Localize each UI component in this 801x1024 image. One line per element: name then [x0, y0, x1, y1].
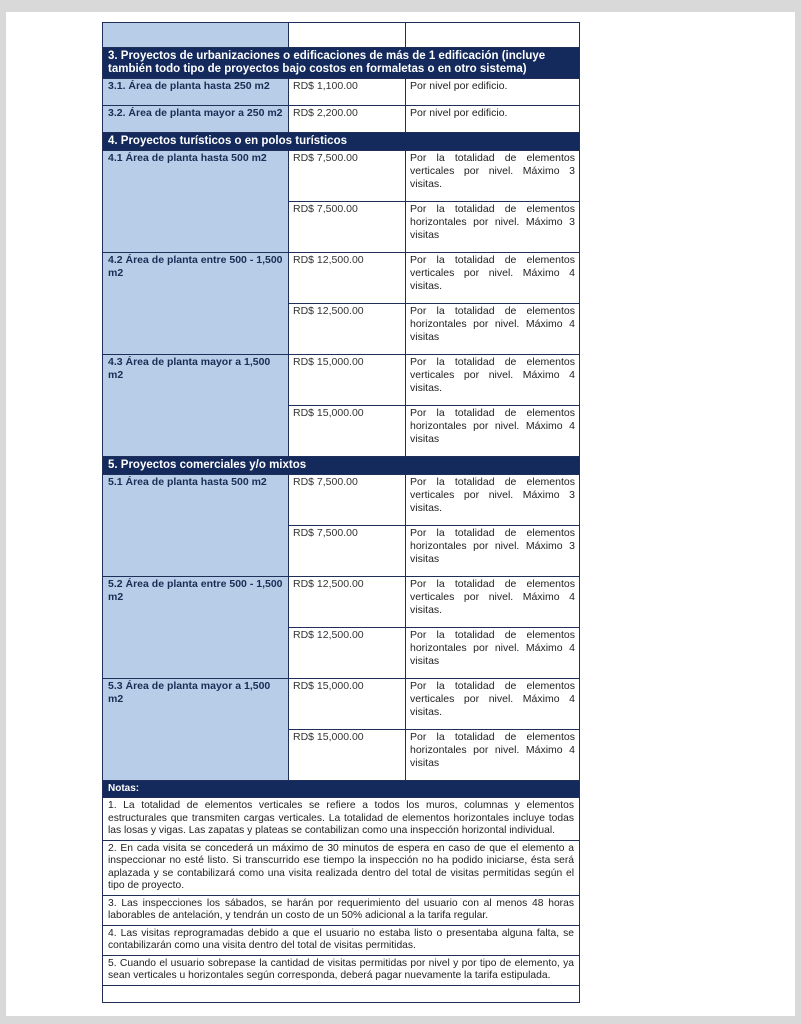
area-label: 3.2. Área de planta mayor a 250 m2 [103, 106, 289, 133]
note-row [103, 955, 580, 985]
note-row [103, 925, 580, 955]
table-end-row [103, 985, 580, 1002]
table-row [103, 355, 580, 406]
note-row [103, 840, 580, 895]
description-cell: Por la totalidad de elementos verticales por nivel. Máximo 3 visitas. [406, 151, 580, 202]
section-title: 5. Proyectos comerciales y/o mixtos [103, 457, 580, 475]
section-header [103, 457, 580, 475]
description-cell: Por la totalidad de elementos verticales por nivel. Máximo 4 visitas. [406, 577, 580, 628]
description-cell: Por la totalidad de elementos horizontales por nivel. Máximo 4 visitas [406, 628, 580, 679]
description-cell [406, 23, 580, 48]
section-header [103, 133, 580, 151]
description-cell: Por la totalidad de elementos verticales por nivel. Máximo 3 visitas. [406, 475, 580, 526]
description-cell: Por la totalidad de elementos horizontales por nivel. Máximo 4 visitas [406, 304, 580, 355]
table-row [103, 23, 580, 48]
price-cell: RD$ 15,000.00 [289, 679, 406, 730]
price-cell: RD$ 12,500.00 [289, 628, 406, 679]
table-row [103, 253, 580, 304]
fee-table-body [103, 23, 580, 1003]
note-row [103, 895, 580, 925]
price-cell: RD$ 15,000.00 [289, 730, 406, 781]
area-label: 4.1 Área de planta hasta 500 m2 [103, 151, 289, 253]
area-label: 3.1. Área de planta hasta 250 m2 [103, 79, 289, 106]
area-label: 5.2 Área de planta entre 500 - 1,500 m2 [103, 577, 289, 679]
area-label: 4.2 Área de planta entre 500 - 1,500 m2 [103, 253, 289, 355]
section-title: 4. Proyectos turísticos o en polos turísticos [103, 133, 580, 151]
table-end-cell [103, 985, 580, 1002]
notes-title: Notas: [103, 781, 580, 798]
table-row [103, 79, 580, 106]
price-cell: RD$ 7,500.00 [289, 526, 406, 577]
document-page [6, 12, 795, 1016]
area-label: 5.1 Área de planta hasta 500 m2 [103, 475, 289, 577]
note-text: 5. Cuando el usuario sobrepase la cantidad de visitas permitidas por nivel y por tipo de elemento, ya sean verticales u horizontales según corresponda, deberá pagar nuevamente la tarifa estipulada. [103, 955, 580, 985]
section-title: 3. Proyectos de urbanizaciones o edificaciones de más de 1 edificación (incluye también todo tipo de proyectos bajo costos en formaletas o en otro sistema) [103, 48, 580, 79]
note-row [103, 798, 580, 841]
area-label: 5.3 Área de planta mayor a 1,500 m2 [103, 679, 289, 781]
price-cell [289, 23, 406, 48]
description-cell: Por la totalidad de elementos verticales por nivel. Máximo 4 visitas. [406, 253, 580, 304]
area-label: 4.3 Área de planta mayor a 1,500 m2 [103, 355, 289, 457]
description-cell: Por la totalidad de elementos verticales por nivel. Máximo 4 visitas. [406, 355, 580, 406]
table-row [103, 577, 580, 628]
price-cell: RD$ 7,500.00 [289, 151, 406, 202]
table-row [103, 106, 580, 133]
section-header [103, 48, 580, 79]
price-cell: RD$ 7,500.00 [289, 202, 406, 253]
price-cell: RD$ 1,100.00 [289, 79, 406, 106]
table-row [103, 151, 580, 202]
fee-table [102, 22, 580, 1003]
note-text: 3. Las inspecciones los sábados, se harán por requerimiento del usuario con al menos 48 horas laborables de antelación, y tendrán un costo de un 50% adicional a la tarifa regular. [103, 895, 580, 925]
note-text: 4. Las visitas reprogramadas debido a que el usuario no estaba listo o presentaba alguna falta, se contabilizarán como una visita dentro del total de visitas permitidas. [103, 925, 580, 955]
description-cell: Por la totalidad de elementos horizontales por nivel. Máximo 3 visitas [406, 202, 580, 253]
price-cell: RD$ 7,500.00 [289, 475, 406, 526]
price-cell: RD$ 15,000.00 [289, 406, 406, 457]
table-row [103, 679, 580, 730]
fee-table-container [102, 22, 579, 1003]
description-cell: Por nivel por edificio. [406, 106, 580, 133]
note-text: 2. En cada visita se concederá un máximo de 30 minutos de espera en caso de que el elemento a inspeccionar no esté listo. Si transcurrido ese tiempo la inspección no ha podido iniciarse, ésta será aplazada y se contabilizará como una visita realizada dentro del total de visitas permitidas según el tipo de proyecto. [103, 840, 580, 895]
notes-header [103, 781, 580, 798]
description-cell: Por la totalidad de elementos verticales por nivel. Máximo 4 visitas. [406, 679, 580, 730]
note-text: 1. La totalidad de elementos verticales se refiere a todos los muros, columnas y elementos estructurales que transmiten cargas verticales. La totalidad de elementos horizontales incluye todas las losas y vigas. Las zapatas y plateas se contabilizan como una inspección horizontal individual. [103, 798, 580, 841]
table-row [103, 475, 580, 526]
description-cell: Por la totalidad de elementos horizontales por nivel. Máximo 4 visitas [406, 406, 580, 457]
price-cell: RD$ 15,000.00 [289, 355, 406, 406]
description-cell: Por nivel por edificio. [406, 79, 580, 106]
label-cell [103, 23, 289, 48]
price-cell: RD$ 12,500.00 [289, 304, 406, 355]
description-cell: Por la totalidad de elementos horizontales por nivel. Máximo 4 visitas [406, 730, 580, 781]
price-cell: RD$ 12,500.00 [289, 253, 406, 304]
description-cell: Por la totalidad de elementos horizontales por nivel. Máximo 3 visitas [406, 526, 580, 577]
price-cell: RD$ 12,500.00 [289, 577, 406, 628]
price-cell: RD$ 2,200.00 [289, 106, 406, 133]
